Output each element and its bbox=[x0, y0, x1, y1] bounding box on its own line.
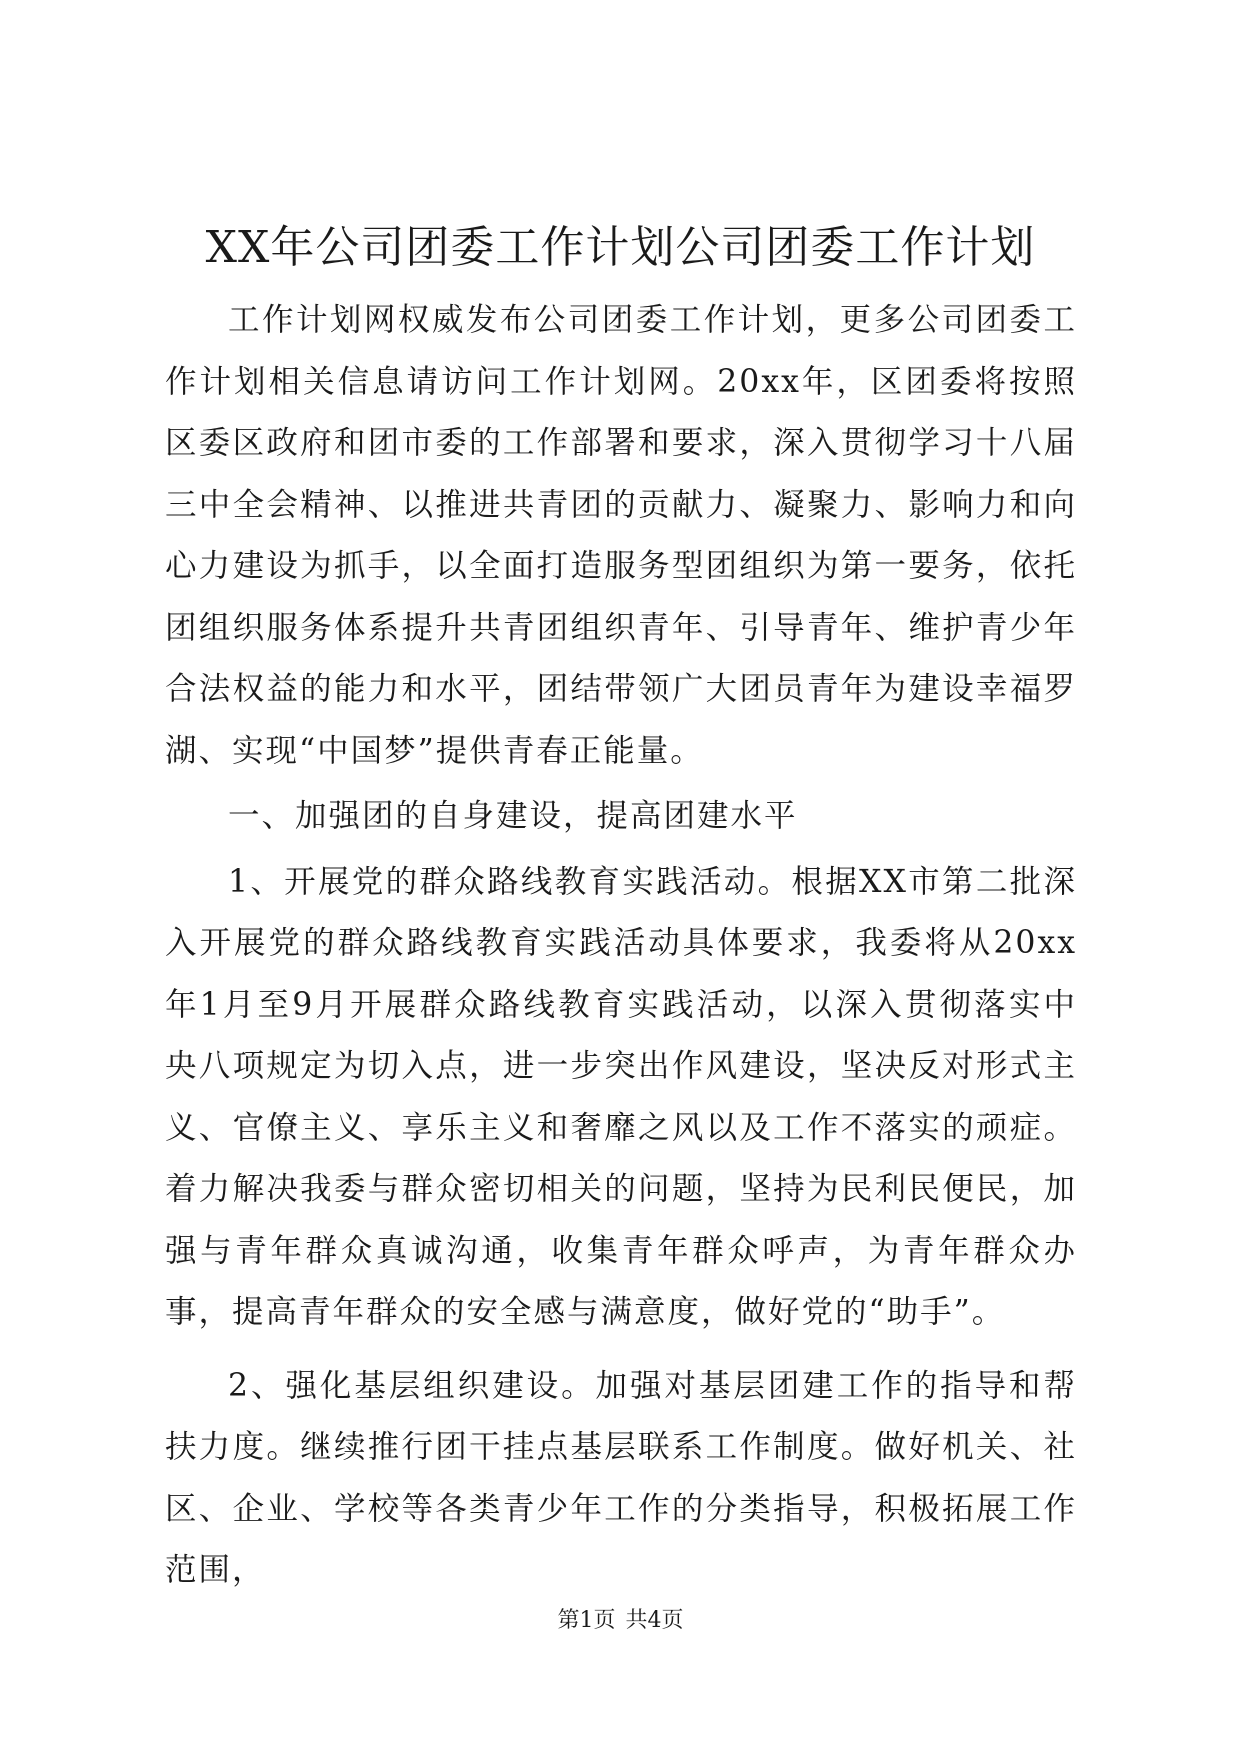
page-number-current: 第1页 bbox=[557, 1608, 616, 1633]
document-title: XX年公司团委工作计划公司团委工作计划 bbox=[205, 222, 1036, 273]
document-body bbox=[165, 290, 1077, 1602]
paragraph-item-2: 2、强化基层组织建设。加强对基层团建工作的指导和帮扶力度。继续推行团干挂点基层联系工作制度。做好机关、社区、企业、学校等各类青少年工作的分类指导，积极拓展工作范围， bbox=[165, 1367, 1077, 1588]
paragraph-item-1: 1、开展党的群众路线教育实践活动。根据XX市第二批深入开展党的群众路线教育实践活动具体要求，我委将从20xx年1月至9月开展群众路线教育实践活动，以深入贯彻落实中央八项规定为切入点，进一步突出作风建设，坚决反对形式主义、官僚主义、享乐主义和奢靡之风以及工作不落实的顽症。着力解决我委与群众密切相关的问题，坚持为民利民便民，加强与青年群众真诚沟通，收集青年群众呼声，为青年群众办事，提高青年群众的安全感与满意度，做好党的“助手”。 bbox=[165, 863, 1077, 1330]
page-footer bbox=[0, 1606, 1241, 1636]
page-number-total: 共4页 bbox=[625, 1608, 684, 1633]
paragraph-intro: 工作计划网权威发布公司团委工作计划，更多公司团委工作计划相关信息请访问工作计划网。20xx年，区团委将按照区委区政府和团市委的工作部署和要求，深入贯彻学习十八届三中全会精神、以推进共青团的贡献力、凝聚力、影响力和向心力建设为抓手，以全面打造服务型团组织为第一要务，依托团组织服务体系提升共青团组织青年、引导青年、维护青少年合法权益的能力和水平，团结带领广大团员青年为建设幸福罗湖、实现“中国梦”提供青春正能量。 bbox=[165, 302, 1077, 769]
section-heading-1: 一、加强团的自身建设，提高团建水平 bbox=[228, 798, 798, 834]
